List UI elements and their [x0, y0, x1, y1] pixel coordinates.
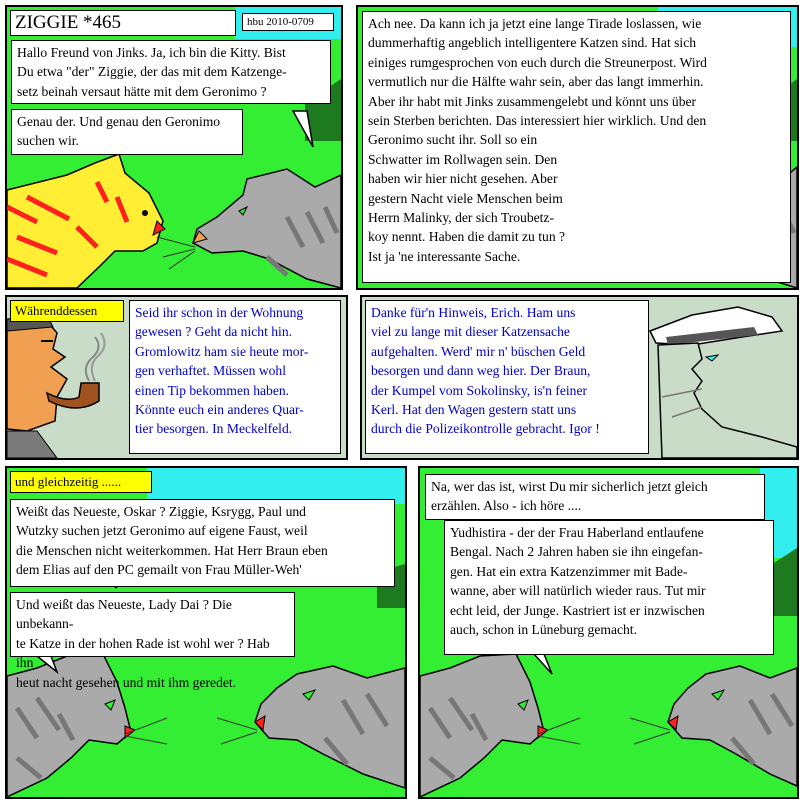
panel-4 — [360, 295, 799, 460]
speech-bubble-bottom: Und weißt das Neueste, Lady Dai ? Die unbekann- te Katze in der hohen Rade ist wohl wer ? Hab ihn heut nacht gesehen und mit ihm geredet. — [10, 592, 295, 657]
panel-6 — [418, 466, 799, 799]
panel-1 — [5, 5, 343, 290]
speech-bubble-kitty: Ach nee. Da kann ich ja jetzt eine lange Tirade loslassen, wie dummerhaftig angeblich intelligentere Katzen sind. Hat sich einiges rumgesprochen von euch durch die Streunerpost. Wird vermutlich nur die Hälfte wahr sein, aber das langt immerhin. Aber ihr habt mit Jinks zusammengelebt und könnt uns über sein Sterben berichten. Das interessiert hier wirklich. Und den Geronimo sucht ihr. Soll so ein Schwatter im Rollwagen sein. Den haben wir hier nicht gesehen. Aber gestern Nacht viele Menschen beim Herrn Malinky, der sich Troubetz- koy nennt. Haben die damit zu tun ? Ist ja 'ne interessante Sache. — [362, 11, 791, 283]
speech-bubble-kitty: Hallo Freund von Jinks. Ja, ich bin die Kitty. Bist Du etwa "der" Ziggie, der das mit dem Katzenge- setz beinah versaut hätte mit dem Geronimo ? — [11, 40, 331, 104]
speech-bubble-bottom: Yudhistira - der der Frau Haberland entlaufene Bengal. Nach 2 Jahren haben sie ihn eingefan- gen. Hat ein extra Katzenzimmer mit Bade- wanne, aber will natürlich wieder raus. Tut mir echt leid, der Junge. Kastriert ist er inzwischen auch, schon in Lüneburg gemacht. — [444, 520, 774, 655]
speech-bubble-top: Na, wer das ist, wirst Du mir sicherlich jetzt gleich erzählen. Also - ich höre .... — [425, 474, 765, 520]
speech-bubble-top: Weißt das Neueste, Oskar ? Ziggie, Ksrygg, Paul und Wutzky suchen jetzt Geronimo auf eigene Faust, weil die Menschen nicht weiterkommen. Hat Herr Braun eben dem Elias auf den PC gemailt von Frau Müller-Weh' — [10, 499, 395, 587]
panel-2 — [356, 5, 799, 290]
panel-5 — [5, 466, 407, 799]
author-credit: hbu 2010-0709 — [242, 13, 334, 31]
caption-simultaneously: und gleichzeitig ...... — [10, 471, 152, 493]
caption-meanwhile: Währenddessen — [10, 300, 124, 322]
speech-bubble-ziggie: Genau der. Und genau den Geronimo suchen wir. — [11, 109, 243, 155]
comic-title: ZIGGIE *465 — [10, 10, 236, 36]
panel-3 — [5, 295, 348, 460]
speech-bubble-igor: Danke für'n Hinweis, Erich. Ham uns viel zu lange mit dieser Katzensache aufgehalten. Werd' mir n' büschen Geld besorgen und dann weg hier. Der Braun, der Kumpel vom Sokolinsky, is'n feiner Kerl. Hat den Wagen gestern statt uns durch die Polizeikontrolle gebracht. Igor ! — [365, 300, 649, 454]
speech-bubble-erich: Seid ihr schon in der Wohnung gewesen ? Geht da nicht hin. Gromlowitz ham sie heute mor- gen verhaftet. Müssen wohl einen Tip bekommen haben. Könnte euch ein anderes Quar- tier besorgen. In Meckelfeld. — [129, 300, 341, 454]
